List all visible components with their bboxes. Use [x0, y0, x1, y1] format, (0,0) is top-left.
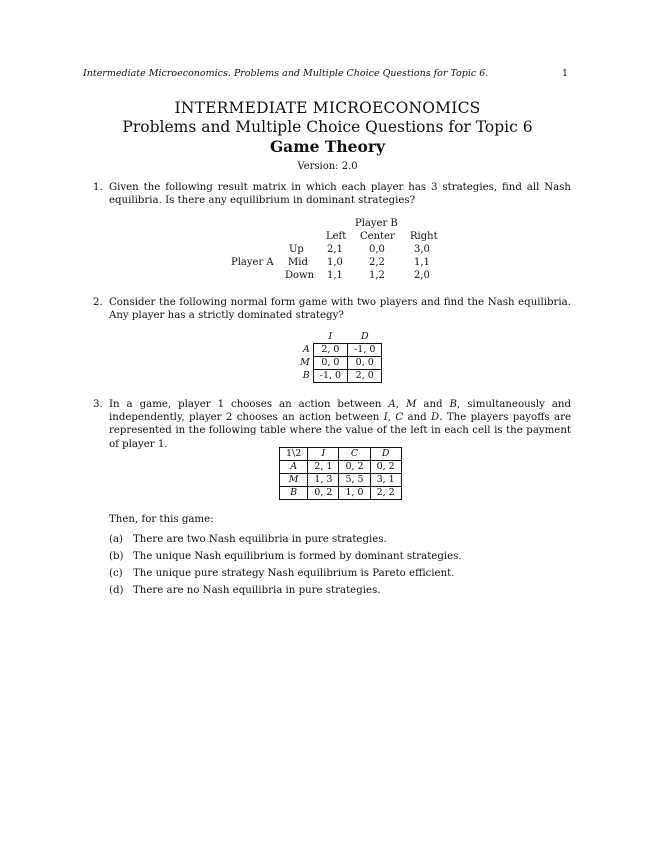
- matrix-cell: 1,0: [327, 257, 343, 268]
- page-number: 1: [561, 68, 568, 79]
- row-label: B: [302, 370, 310, 381]
- problem-text: In a game, player 1 chooses an action between A, M and B, simultaneously and independently, player 2 chooses an action between I, C and D. The players payoffs are represented in the following table where the value of the left in each cell is the payment of player 1.: [109, 399, 572, 450]
- table-cell: 2, 1: [308, 461, 339, 474]
- matrix-cell: 1,2: [369, 270, 385, 281]
- course-title: INTERMEDIATE MICROECONOMICS: [174, 99, 481, 117]
- row-label: Up: [289, 244, 304, 255]
- matrix-cell: 1,1: [327, 270, 343, 281]
- table-cell: 2, 0: [313, 344, 347, 357]
- table-row: [280, 487, 402, 500]
- option-label: (c): [109, 568, 123, 579]
- column-header: I: [308, 448, 339, 461]
- table-cell: -1, 0: [348, 344, 382, 357]
- running-title: Intermediate Microeconomics. Problems and Multiple Choice Questions for Topic 6.: [83, 68, 489, 79]
- option-text: The unique pure strategy Nash equilibrium is Pareto efficient.: [133, 568, 455, 579]
- table-row: [294, 344, 382, 357]
- row-label: Down: [285, 270, 315, 281]
- corner-cell: 1\2: [280, 448, 308, 461]
- table-cell: 2, 0: [348, 370, 382, 383]
- matrix-cell: 3,0: [414, 244, 430, 255]
- version-label: Version: 2.0: [297, 161, 358, 172]
- problem-text: Given the following result matrix in which each player has 3 strategies, find all Nash equilibria. Is there any equilibrium in dominant strategies?: [109, 182, 571, 207]
- matrix-cell: 0,0: [369, 244, 385, 255]
- column-header: D: [360, 331, 369, 342]
- problem-number: 2.: [93, 297, 103, 308]
- table-header-row: [294, 331, 382, 344]
- row-label: Mid: [288, 257, 308, 268]
- table-cell: 5, 5: [339, 474, 370, 487]
- option-text: There are no Nash equilibria in pure strategies.: [133, 585, 381, 596]
- row-label: M: [300, 357, 310, 368]
- option-label: (d): [109, 585, 124, 596]
- matrix-cell: 2,1: [327, 244, 343, 255]
- player-b-label: Player B: [355, 218, 398, 229]
- table-cell: 3, 1: [370, 474, 401, 487]
- row-label: M: [280, 474, 308, 487]
- column-header: Center: [360, 231, 395, 242]
- problem-number: 3.: [93, 399, 103, 410]
- problem-1: [93, 181, 571, 207]
- table-cell: 1, 3: [308, 474, 339, 487]
- table-cell: -1, 0: [313, 370, 347, 383]
- topic-title: Game Theory: [269, 137, 386, 156]
- column-header: C: [339, 448, 370, 461]
- option-text: There are two Nash equilibria in pure strategies.: [133, 534, 387, 545]
- row-label: A: [280, 461, 308, 474]
- payoff-table-2: [294, 331, 382, 383]
- table-cell: 0, 2: [370, 461, 401, 474]
- table-cell: 2, 2: [370, 487, 401, 500]
- problem-2: [93, 296, 571, 322]
- column-header: I: [328, 331, 333, 342]
- player-a-label: Player A: [231, 257, 274, 268]
- column-header: Left: [326, 231, 347, 242]
- option-label: (a): [109, 534, 124, 545]
- table-row: [280, 474, 402, 487]
- option-label: (b): [109, 551, 124, 562]
- column-header: D: [370, 448, 401, 461]
- problem-text: Consider the following normal form game with two players and find the Nash equilibria. Any player has a strictly dominated strategy?: [109, 297, 571, 322]
- problem-3: [93, 398, 571, 451]
- subtitle: Problems and Multiple Choice Questions for Topic 6: [122, 118, 533, 136]
- matrix-cell: 2,2: [369, 257, 385, 268]
- table-row: [294, 357, 382, 370]
- column-header: Right: [410, 231, 438, 242]
- problem-number: 1.: [93, 182, 103, 193]
- lead-in-text: Then, for this game:: [109, 514, 214, 525]
- payoff-table-3: [279, 447, 402, 500]
- table-cell: 0, 2: [308, 487, 339, 500]
- title-block: [0, 99, 655, 175]
- row-label: B: [280, 487, 308, 500]
- table-cell: 0, 0: [348, 357, 382, 370]
- matrix-cell: 2,0: [414, 270, 430, 281]
- table-cell: 1, 0: [339, 487, 370, 500]
- option-c: [109, 568, 454, 579]
- table-header-row: [280, 448, 402, 461]
- option-a: [109, 534, 387, 545]
- running-header: [83, 68, 568, 79]
- option-b: [109, 551, 462, 562]
- option-text: The unique Nash equilibrium is formed by dominant strategies.: [133, 551, 462, 562]
- table-cell: 0, 0: [313, 357, 347, 370]
- table-row: [280, 461, 402, 474]
- table-row: [294, 370, 382, 383]
- row-label: A: [302, 344, 310, 355]
- matrix-cell: 1,1: [414, 257, 430, 268]
- option-d: [109, 585, 380, 596]
- table-cell: 0, 2: [339, 461, 370, 474]
